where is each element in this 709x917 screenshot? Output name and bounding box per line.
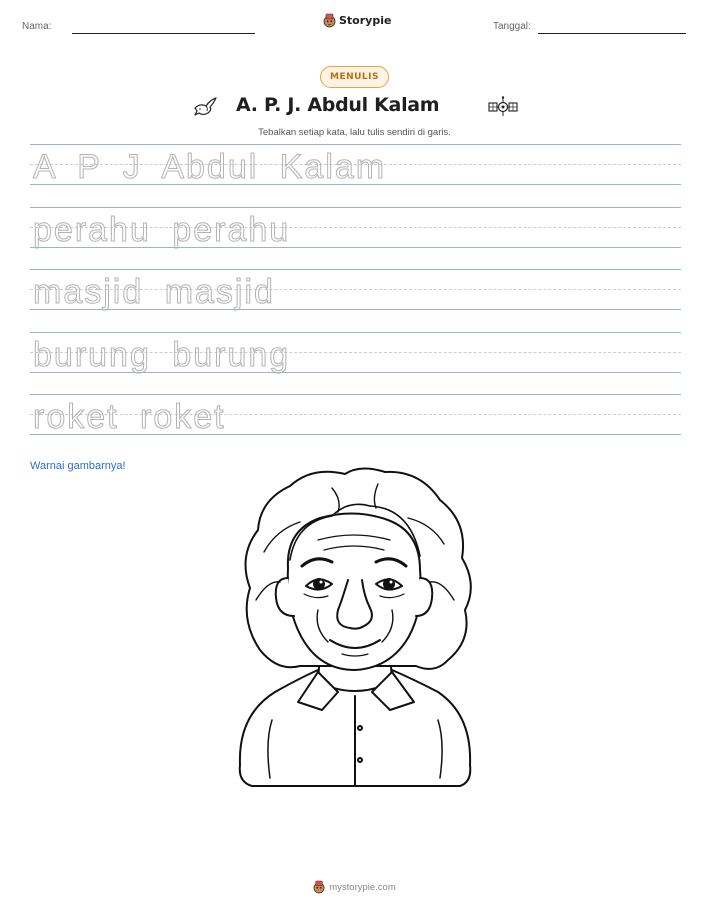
- tracing-row[interactable]: [30, 331, 681, 394]
- top-line: [30, 394, 681, 395]
- brand-logo: [323, 13, 391, 28]
- top-line: [30, 332, 681, 333]
- storypie-mascot-icon: [323, 13, 336, 28]
- coloring-prompt: Warnai gambarnya!: [30, 460, 126, 472]
- tracing-row[interactable]: [30, 393, 681, 456]
- top-line: [30, 269, 681, 270]
- title-row: [0, 92, 709, 124]
- trace-text: roket roket: [33, 398, 226, 436]
- date-field-line[interactable]: [538, 33, 686, 34]
- tracing-row[interactable]: [30, 206, 681, 269]
- trace-text: burung burung: [33, 335, 291, 374]
- trace-text: perahu perahu: [33, 210, 291, 249]
- worksheet-header: [0, 0, 709, 50]
- instruction-text: Tebalkan setiap kata, lalu tulis sendiri di garis.: [258, 127, 451, 138]
- name-label: Nama:: [22, 21, 52, 32]
- date-label: Tanggal:: [493, 21, 531, 32]
- tracing-row[interactable]: [30, 143, 681, 206]
- category-badge: MENULIS: [320, 66, 389, 88]
- trace-text: A P J Abdul Kalam: [33, 148, 387, 186]
- tracing-row[interactable]: [30, 268, 681, 331]
- trace-text: masjid masjid: [33, 273, 275, 311]
- top-line: [30, 207, 681, 208]
- footer: [0, 880, 709, 894]
- brand-name: Storypie: [339, 14, 392, 27]
- name-field-line[interactable]: [72, 33, 255, 34]
- dove-icon: [192, 94, 218, 120]
- tracing-practice-area: [30, 143, 681, 456]
- top-line: [30, 144, 681, 145]
- page-title: A. P. J. Abdul Kalam: [236, 94, 440, 116]
- portrait-coloring-illustration: [220, 460, 490, 805]
- satellite-icon: [488, 95, 518, 119]
- storypie-mascot-icon: [313, 880, 325, 894]
- footer-url[interactable]: mystorypie.com: [329, 881, 396, 893]
